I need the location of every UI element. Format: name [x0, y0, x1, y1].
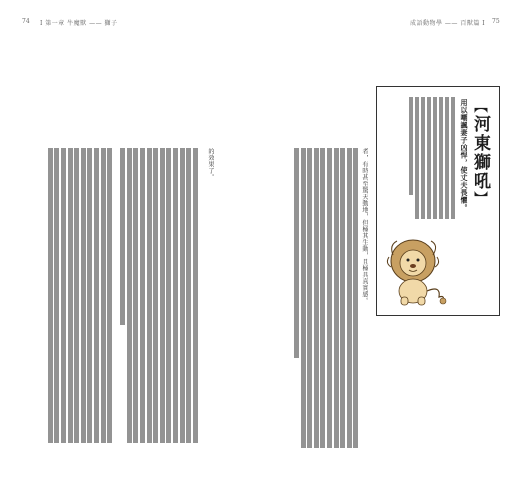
- right-text-line: [334, 148, 339, 448]
- left-page-number: 74: [22, 18, 30, 25]
- left-body-text: [22, 148, 214, 443]
- left-running-head: Ⅰ 第一章 牛魔獸 —— 獅子: [40, 20, 118, 27]
- idiom-explanation: [385, 97, 455, 219]
- right-running-head: 成語動物學 —— 百獸篇 Ⅰ: [410, 20, 486, 27]
- left-text-line: [180, 148, 185, 443]
- idiom-subtitle: 用以嘲諷妻子凶悍，使丈夫畏懼。: [460, 99, 469, 212]
- left-text-line: [61, 148, 66, 443]
- left-text-line: [133, 148, 138, 443]
- idiom-expl-line: [409, 97, 413, 195]
- left-text-line: [153, 148, 158, 443]
- left-text-line: [94, 148, 99, 443]
- idiom-expl-line: [451, 97, 455, 219]
- left-text-line: [81, 148, 86, 443]
- right-text-line: [301, 148, 306, 448]
- right-text-line: [347, 148, 352, 448]
- left-text-line: [147, 148, 152, 443]
- idiom-expl-line: [433, 97, 437, 219]
- left-text-line: [101, 148, 106, 443]
- right-text-line: [327, 148, 332, 448]
- idiom-expl-line: [427, 97, 431, 219]
- left-text-line: [173, 148, 178, 443]
- left-text-line: [140, 148, 145, 443]
- left-text-line: [107, 148, 112, 443]
- left-text-line: [87, 148, 92, 443]
- left-text-column: 的效果了。: [207, 148, 214, 181]
- left-text-line: [120, 148, 125, 325]
- right-text-line: [353, 148, 358, 448]
- right-page: [260, 0, 520, 500]
- idiom-expl-line: [415, 97, 419, 219]
- right-text-line: [307, 148, 312, 448]
- right-text-line: [340, 148, 345, 448]
- idiom-open-bracket: 【: [472, 99, 488, 115]
- idiom-expl-line: [421, 97, 425, 219]
- right-text-line: [314, 148, 319, 448]
- lion-illustration-icon: [383, 235, 447, 307]
- left-text-line: [74, 148, 79, 443]
- right-text-line: [320, 148, 325, 448]
- left-text-line: [160, 148, 165, 443]
- left-text-line: [193, 148, 198, 443]
- left-text-line: [166, 148, 171, 443]
- idiom-expl-line: [445, 97, 449, 219]
- idiom-box: [376, 86, 500, 316]
- right-body-text: [276, 148, 368, 448]
- idiom-title-text: 河東獅吼: [470, 115, 490, 191]
- left-text-line: [186, 148, 191, 443]
- idiom-close-bracket: 】: [472, 191, 488, 207]
- left-text-line: [68, 148, 73, 443]
- idiom-title: [468, 99, 493, 207]
- right-page-number: 75: [492, 18, 500, 25]
- right-text-line: [294, 148, 299, 358]
- right-text-column: 者，有時甚至驚天動地，但極其生動，且極具真實感。: [361, 148, 368, 304]
- idiom-expl-line: [439, 97, 443, 219]
- left-text-line: [54, 148, 59, 443]
- left-text-line: [127, 148, 132, 443]
- left-text-line: [48, 148, 53, 443]
